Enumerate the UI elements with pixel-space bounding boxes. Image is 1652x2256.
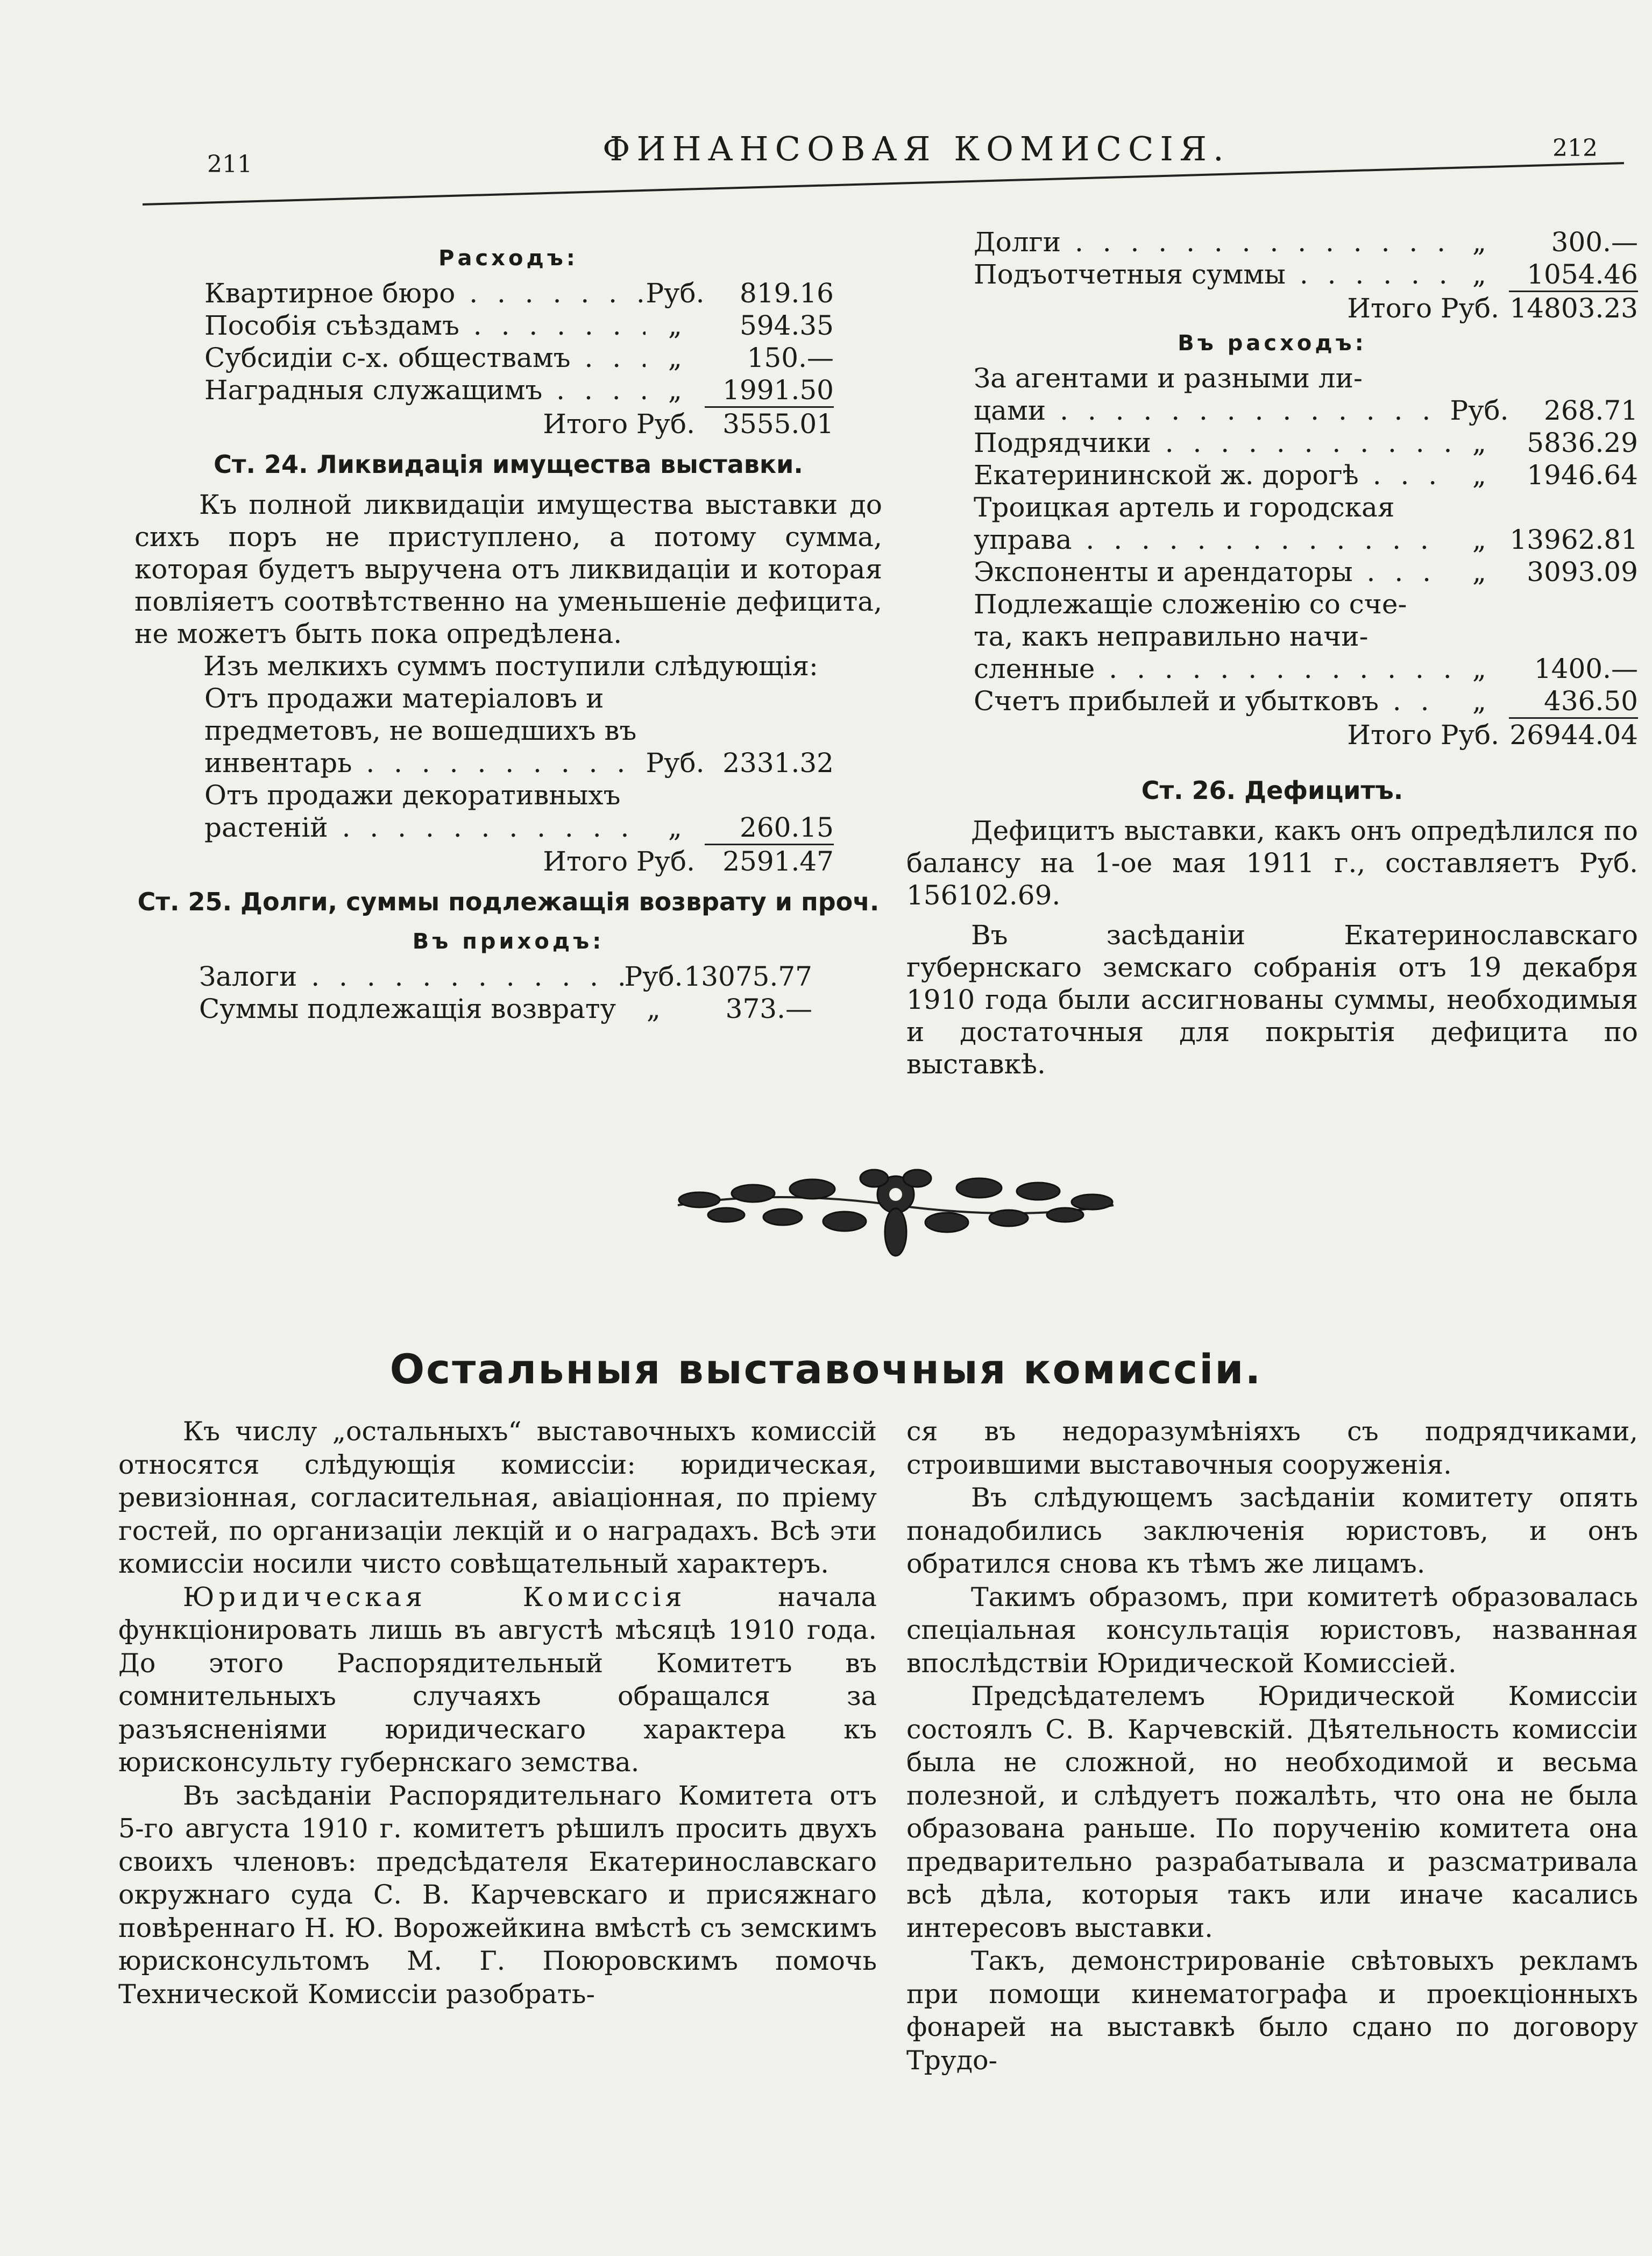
- page-number-right: 212: [1552, 135, 1598, 162]
- ledger-amount: 3093.09: [1527, 556, 1638, 588]
- ledger-label: Подрядчики . . .: [974, 427, 1450, 459]
- body-paragraph: Предсѣдателемъ Юридической Комиссіи состоялъ С. В. Карчевскій. Дѣятельность комиссіи была не сложной, но необходимой и весьма полезной, и слѣдуетъ пожалѣть, что она не была образована раньше. По порученію комитета она предварительно разрабатывала и разсматривала всѣ дѣла, которыя такъ или иначе касались интересовъ выставки.: [906, 1681, 1638, 1943]
- ledger-currency: „: [1472, 459, 1486, 491]
- ledger-currency: „: [1472, 227, 1486, 258]
- article-26-paragraph-2: Въ засѣданіи Екатеринославскаго губернскаго земскаго собранія отъ 19 декабря 1910 года были ассигнованы суммы, необходимыя и достаточныя для покрытія дефицита по выставкѣ.: [906, 920, 1638, 1080]
- ledger-amount: 268.71: [1544, 395, 1638, 426]
- expense-list: [134, 277, 882, 440]
- ledger-label-line: предметовъ, не вошедшихъ въ: [204, 715, 637, 746]
- body-paragraph-continued: ся въ недоразумѣніяхъ съ подрядчиками, строившими выставочныя сооруженія.: [906, 1416, 1638, 1480]
- article-24-title: Ст. 24. Ликвидація имущества выставки.: [214, 450, 803, 479]
- ledger-label: Залоги . . .: [199, 960, 624, 993]
- bottom-right-column: [906, 1415, 1638, 2077]
- ledger-currency: „: [1472, 653, 1486, 684]
- ledger-amount: 373.—: [725, 993, 812, 1024]
- ledger-amount: 819.16: [740, 278, 834, 309]
- total-label: Итого Руб.: [543, 408, 695, 440]
- ledger-label: Долги . . .: [974, 226, 1450, 258]
- ledger-label: Суммы подлежащія возврату . . .: [199, 993, 624, 1025]
- ledger-label-line: За агентами и разными ли-: [974, 363, 1363, 394]
- ledger-row: [974, 427, 1638, 459]
- legal-commission-paragraph: [118, 1581, 877, 1779]
- page-number-left: 211: [207, 151, 252, 178]
- ledger-amount: 260.15: [705, 811, 834, 845]
- ledger-label: сленные . . .: [974, 653, 1450, 685]
- ledger-currency: „: [1472, 685, 1486, 717]
- header-title: ФИНАНСОВАЯ КОМИССІЯ.: [602, 129, 1230, 168]
- ledger-currency: „: [1472, 259, 1486, 290]
- ledger-currency: „: [668, 374, 682, 406]
- ledger-currency: „: [1472, 556, 1486, 588]
- ledger-total: [974, 719, 1638, 751]
- ledger-total: [204, 845, 834, 878]
- article-26-title: Ст. 26. Дефицитъ.: [1141, 776, 1403, 805]
- ledger-amount: 13962.81: [1509, 524, 1638, 555]
- ledger-label: Счетъ прибылей и убытковъ . . .: [974, 685, 1450, 717]
- ledger-label: Наградныя служащимъ . . .: [204, 374, 646, 406]
- sales-intro: Изъ мелкихъ суммъ поступили слѣдующія:: [203, 650, 818, 682]
- article-26-paragraph-1: Дефицитъ выставки, какъ онъ опредѣлился по балансу на 1-ое мая 1911 г., составляетъ Руб. 156102.69.: [906, 815, 1638, 911]
- body-paragraph: Въ слѣдующемъ засѣданіи комитету опять понадобились заключенія юристовъ, и онъ обратился снова къ тѣмъ же лицамъ.: [906, 1482, 1638, 1579]
- ledger-amount: 1054.46: [1509, 258, 1638, 292]
- ledger-label: цами . . .: [974, 394, 1450, 427]
- ledger-label: растеній . . .: [204, 811, 646, 844]
- ledger-label: Экспоненты и арендаторы . . .: [974, 556, 1450, 588]
- ledger-row: [204, 747, 834, 779]
- total-amount: 14803.23: [1509, 293, 1638, 324]
- ledger-row: [974, 394, 1638, 427]
- legal-commission-text: начала функціонировать лишь въ августѣ мѣсяцѣ 1910 года. До этого Распорядительный Комитетъ въ сомнительныхъ случаяхъ обращался за разъясненіями юридическаго характера къ юрисконсульту губернскаго земства.: [118, 1581, 877, 1778]
- ledger-amount: 594.35: [740, 310, 834, 341]
- ledger-row: [199, 960, 812, 993]
- ledger-currency: „: [647, 993, 661, 1024]
- left-column: [134, 239, 882, 1025]
- income-heading: Въ приходъ:: [412, 929, 605, 954]
- total-amount: 3555.01: [722, 408, 834, 440]
- total-label: Итого Руб.: [543, 846, 695, 877]
- ledger-currency: „: [1472, 427, 1486, 458]
- ledger-row: [974, 524, 1638, 556]
- oak-leaf-ornament: [667, 1146, 1124, 1264]
- ledger-label: Пособія съѣздамъ . . .: [204, 309, 646, 342]
- body-paragraph: Къ числу „остальныхъ“ выставочныхъ комиссій относятся слѣдующія комиссіи: юридическая, ревизіонная, согласительная, авіаціонная, по пріему гостей, по организаціи лекцій и о наградахъ. Всѣ эти комиссіи носили чисто совѣщательный характеръ.: [118, 1416, 877, 1579]
- ledger-currency: „: [668, 310, 682, 341]
- expense-heading-2: Въ расходъ:: [1178, 331, 1367, 356]
- ledger-currency: Руб.: [646, 278, 705, 309]
- ledger-label-line: Троицкая артель и городская: [974, 492, 1395, 523]
- ledger-row: [204, 811, 834, 845]
- ledger-currency: „: [668, 342, 682, 373]
- total-label: Итого Руб.: [1347, 719, 1499, 751]
- ledger-amount: 1946.64: [1527, 459, 1638, 491]
- ledger-label: Квартирное бюро . . .: [204, 277, 646, 309]
- ledger-row: [974, 459, 1638, 491]
- expense-list-2: [906, 362, 1638, 751]
- ledger-label: Подъотчетныя суммы . . .: [974, 258, 1450, 291]
- ledger-label-line: Отъ продажи декоративныхъ: [204, 780, 621, 811]
- ledger-currency: Руб.: [624, 961, 683, 992]
- total-amount: 2591.47: [722, 846, 834, 877]
- ledger-row: [204, 277, 834, 309]
- ledger-total: [974, 292, 1638, 324]
- ledger-row: [199, 993, 812, 1025]
- ledger-row: [974, 685, 1638, 719]
- income-list: [134, 960, 882, 1025]
- ledger-row: [204, 374, 834, 408]
- ledger-currency: „: [668, 812, 682, 843]
- ledger-label: управа . . .: [974, 524, 1450, 556]
- ledger-amount: 13075.77: [684, 961, 812, 992]
- ledger-label-line: та, какъ неправильно начи-: [974, 621, 1369, 652]
- ledger-label-line: Отъ продажи матеріаловъ и: [204, 683, 604, 714]
- ledger-row: [974, 556, 1638, 588]
- ledger-label: Субсидіи с-х. обществамъ . . .: [204, 342, 646, 374]
- expense-heading: Расходъ:: [438, 246, 578, 271]
- article-25-title: Ст. 25. Долги, суммы подлежащія возврату и проч.: [137, 887, 880, 916]
- income-list-continued: [906, 226, 1638, 324]
- ledger-amount: 1991.50: [705, 374, 834, 408]
- ledger-row: [974, 226, 1638, 258]
- section-title: Остальныя выставочныя комиссіи.: [389, 1345, 1263, 1393]
- ledger-amount: 5836.29: [1527, 427, 1638, 458]
- ledger-currency: Руб.: [1450, 395, 1509, 426]
- ledger-currency: Руб.: [646, 747, 705, 779]
- ledger-row: [204, 342, 834, 374]
- ledger-row: [974, 653, 1638, 685]
- ledger-currency: „: [1472, 524, 1486, 555]
- ledger-label: Екатерининской ж. дорогѣ . . .: [974, 459, 1450, 491]
- ledger-total: [204, 408, 834, 440]
- ledger-amount: 300.—: [1551, 227, 1638, 258]
- bottom-left-column: [118, 1415, 877, 2011]
- total-label: Итого Руб.: [1347, 293, 1499, 324]
- ledger-label-line: Подлежащіе сложенію со сче-: [974, 589, 1407, 620]
- ledger-amount: 2331.32: [722, 747, 834, 779]
- body-paragraph: Такъ, демонстрированіе свѣтовыхъ рекламъ при помощи кинематографа и проекціонныхъ фонарей на выставкѣ было сдано по договору Трудо-: [906, 1946, 1638, 2076]
- total-amount: 26944.04: [1509, 719, 1638, 751]
- ledger-amount: 1400.—: [1534, 653, 1638, 684]
- ledger-label: инвентарь . . .: [204, 747, 646, 779]
- legal-commission-name: Юридическая Комиссія: [183, 1581, 686, 1613]
- body-paragraph: Въ засѣданіи Распорядительнаго Комитета отъ 5-го августа 1910 г. комитетъ рѣшилъ просить двухъ своихъ членовъ: предсѣдателя Екатеринославскаго окружнаго суда С. В. Карчевскаго и присяжнаго повѣреннаго Н. Ю. Ворожейкина вмѣстѣ съ земскимъ юрисконсультомъ М. Г. Поюровскимъ помочь Технической Комиссіи разобрать-: [118, 1780, 877, 2010]
- body-paragraph: Такимъ образомъ, при комитетѣ образовалась спеціальная консультація юристовъ, названная впослѣдствіи Юридической Комиссіей.: [906, 1581, 1638, 1679]
- ledger-row: [204, 309, 834, 342]
- article-24-paragraph: Къ полной ликвидаціи имущества выставки до сихъ поръ не приступлено, а потому сумма, которая будетъ выручена отъ ликвидаціи и которая повліяетъ соотвѣтственно на уменьшеніе дефицита, не можетъ быть пока опредѣлена.: [134, 489, 882, 649]
- ledger-amount: 150.—: [747, 342, 834, 373]
- ledger-row: [974, 258, 1638, 292]
- ledger-amount: 436.50: [1509, 685, 1638, 719]
- sales-list: [134, 650, 882, 878]
- right-column: [906, 226, 1638, 1080]
